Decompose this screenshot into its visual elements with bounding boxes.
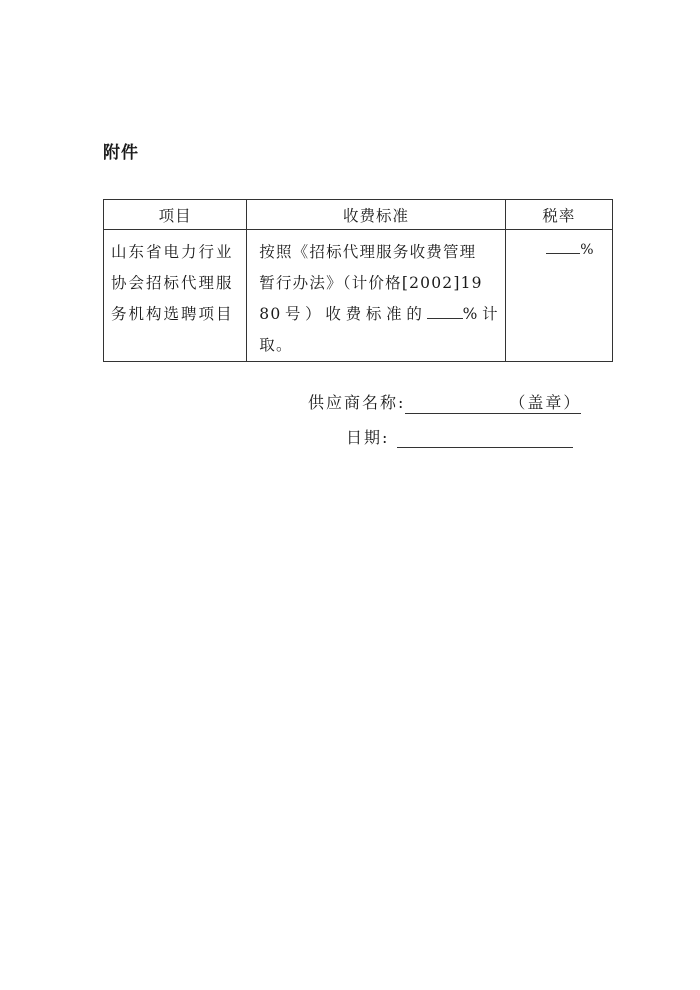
header-item: 项目 <box>104 200 247 230</box>
header-standard: 收费标准 <box>247 200 506 230</box>
item-line: 务机构选聘项目 <box>111 305 234 323</box>
standard-text <box>247 230 505 361</box>
item-line: 协会招标代理服 <box>111 274 234 292</box>
tax-blank-field[interactable] <box>546 239 580 254</box>
item-text <box>104 230 246 330</box>
supplier-signature-row <box>308 390 581 414</box>
standard-line: 按照《招标代理服务收费管理 <box>259 243 477 261</box>
table-header-row <box>104 200 613 230</box>
date-field[interactable] <box>397 429 573 448</box>
tax-percent: % <box>580 242 594 258</box>
date-signature-row <box>346 425 573 448</box>
item-cell <box>104 230 247 362</box>
table-row <box>104 230 613 362</box>
tax-rate <box>506 230 612 260</box>
seal-label: （盖章） <box>505 390 581 414</box>
standard-line-prefix: 80号）收费标准的 <box>259 305 427 323</box>
standard-line-suffix: %计取。 <box>259 305 499 354</box>
standard-line: 暂行办法》（计价格[2002]19 <box>259 274 483 292</box>
tax-cell <box>505 230 612 362</box>
fee-table <box>103 199 613 362</box>
supplier-label: 供应商名称: <box>308 393 406 412</box>
item-line: 山东省电力行业 <box>111 243 234 261</box>
attachment-heading: 附件 <box>103 143 139 163</box>
date-label: 日期: <box>346 428 390 447</box>
header-tax: 税率 <box>505 200 612 230</box>
rate-blank-field[interactable] <box>427 304 463 319</box>
supplier-name-field[interactable] <box>405 395 505 414</box>
standard-cell <box>247 230 506 362</box>
